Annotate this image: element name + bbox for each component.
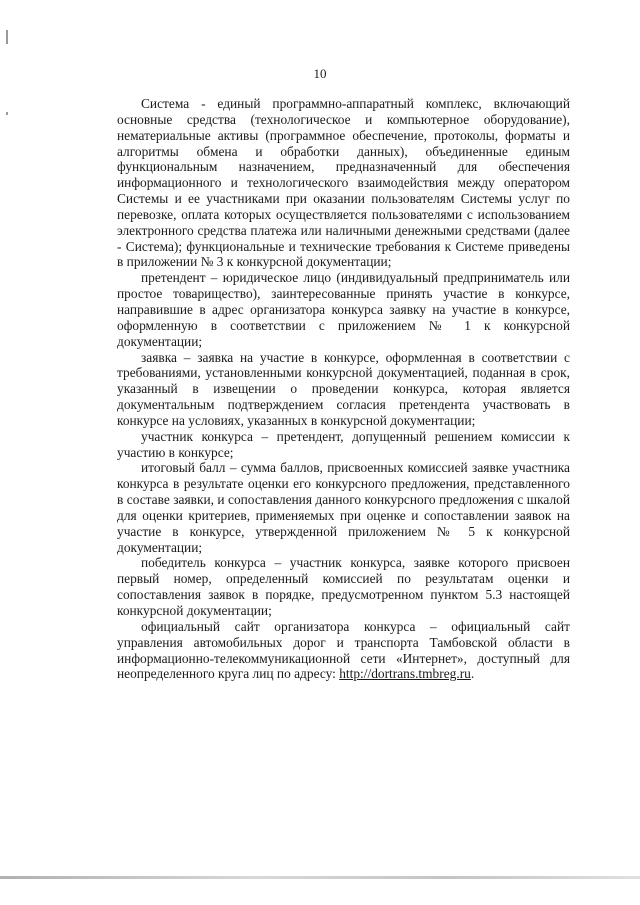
official-site-link[interactable]: http://dortrans.tmbreg.ru xyxy=(339,666,471,682)
scan-edge-mark xyxy=(6,30,8,44)
document-body xyxy=(117,96,570,682)
paragraph-winner-definition: победитель конкурса – участник конкурса, заявке которого присвоен первый номер, определенный комиссией по результатам оценки и сопоставления заявок в порядке, предусмотренном пунктом 5.3 настоящей конкурсной документации; xyxy=(117,555,570,618)
scan-bottom-edge xyxy=(0,876,640,879)
paragraph-applicant-definition: претендент – юридическое лицо (индивидуальный предприниматель или простое товарищество), заинтересованные принять участие в конкурсе, направившие в адрес организатора конкурса заявку на участие в конкурсе, оформленную в соответствии с приложением № 1 к конкурсной документации; xyxy=(117,270,570,349)
paragraph-application-definition: заявка – заявка на участие в конкурсе, оформленная в соответствии с требованиями, установленными конкурсной документацией, поданная в срок, указанный в извещении о проведении конкурса, которая является документальным подтверждением согласия претендента участвовать в конкурсе на условиях, указанных в конкурсной документации; xyxy=(117,349,570,428)
paragraph-official-site-definition xyxy=(117,619,570,682)
paragraph-system-definition: Система - единый программно-аппаратный комплекс, включающий основные средства (технологическое и компьютерное оборудование), нематериальные активы (программное обеспечение, протоколы, форматы и алгоритмы обмена и обработки данных), объединенные единым функциональным назначением, предназначенный для обеспечения информационного и технологического взаимодействия между оператором Системы и ее участниками при оказании пользователям Системы услуг по перевозке, оплата которых осуществляется пользователями с использованием электронного средства платежа или наличными денежными средствами (далее - Система); функциональные и технические требования к Системе приведены в приложении № 3 к конкурсной документации; xyxy=(117,96,570,270)
official-site-tail: . xyxy=(470,666,475,682)
paragraph-participant-definition: участник конкурса – претендент, допущенный решением комиссии к участию в конкурсе; xyxy=(117,428,570,460)
official-site-text: официальный сайт организатора конкурса – официальный сайт управления автомобильных дорог и транспорта Тамбовской области в информационно-телекоммуникационной сети «Интернет», доступный для неопределенного круга лиц по адресу: xyxy=(117,618,570,682)
paragraph-total-score-definition: итоговый балл – сумма баллов, присвоенных комиссией заявке участника конкурса в результате оценки его конкурсного предложения, представленного в составе заявки, и сопоставления данного конкурсного предложения с шкалой для оценки критериев, применяемых при оценке и сопоставлении заявок на участие в конкурсе, утвержденной приложением № 5 к конкурсной документации; xyxy=(117,460,570,555)
scan-edge-mark xyxy=(6,112,8,115)
page-number: 10 xyxy=(313,66,327,81)
